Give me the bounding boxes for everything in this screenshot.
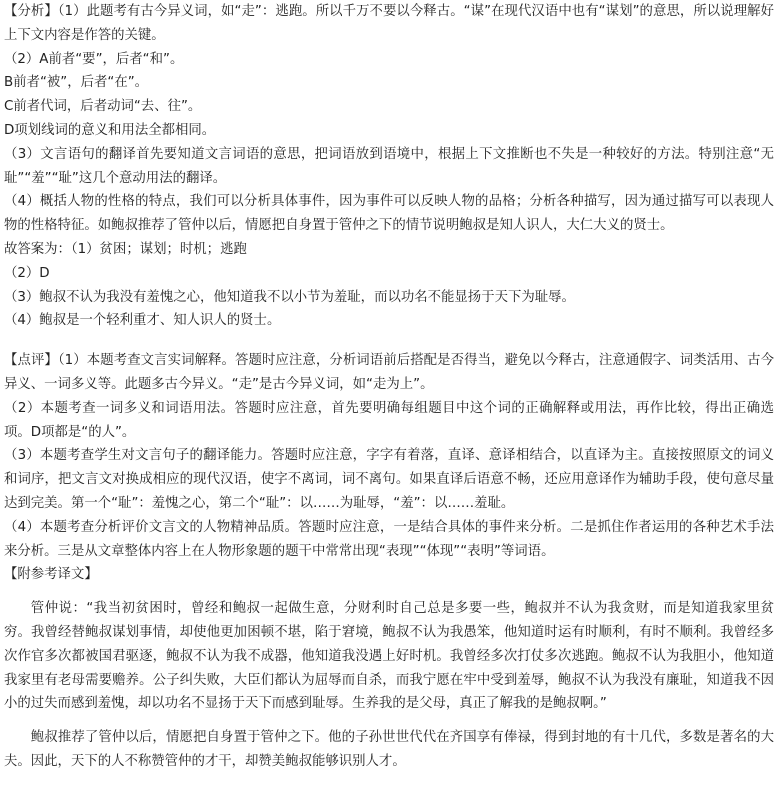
translation-section: [4, 563, 774, 773]
analysis-paragraph-3: （3）文言语句的翻译首先要知道文言词语的意思，把词语放到语境中，根据上下文推断也不失是一种较好的方法。特别注意“无耻”“羞”“耻”这几个意动用法的翻译。: [4, 146, 774, 186]
analysis-item-2d: D项划线词的意义和用法全都相同。: [4, 122, 216, 138]
answer-4: （4）鲍叔是一个轻利重才、知人识人的贤士。: [4, 313, 281, 329]
translation-spacer-2: [4, 716, 774, 726]
answer-3: （3）鲍叔不认为我没有羞愧之心，他知道我不以小节为羞耻，而以功名不能显扬于天下为耻辱。: [4, 289, 575, 305]
review-section: [4, 349, 774, 563]
analysis-item-2c: C前者代词，后者动词“去、往”。: [4, 99, 202, 115]
translation-paragraph-1: 管仲说：“我当初贫困时，曾经和鲍叔一起做生意，分财利时自己总是多要一些，鲍叔并不认为我贪财，而是知道我家里贫穷。我曾经替鲍叔谋划事情，却使他更加困顿不堪，陷于窘境，鲍叔不认为我愚笨，他知道时运有时顺利，有时不顺利。我曾经多次作官多次都被国君驱逐，鲍叔不认为我不成器，他知道我没遇上好时机。我曾经多次打仗多次逃跑。鲍叔不认为我胆小，他知道我家里有老母需要赡养。公子纠失败，大臣们都认为屈辱而自杀，而我宁愿在牢中受到羞辱，鲍叔不认为我没有廉耻，知道我不因小的过失而感到羞愧，却以功名不显扬于天下而感到耻辱。生养我的是父母，真正了解我的是鲍叔啊。”: [4, 601, 774, 712]
translation-paragraph-2: 鲍叔推荐了管仲以后，情愿把自身置于管仲之下。他的子孙世世代代在齐国享有俸禄，得到封地的有十几代，多数是著名的大夫。因此，天下的人不称赞管仲的才干，却赞美鲍叔能够识别人才。: [4, 730, 774, 769]
translation-spacer: [4, 587, 774, 597]
section-spacer: [4, 333, 774, 349]
review-paragraph-2: （2）本题考查一词多义和词语用法。答题时应注意，首先要明确每组题目中这个词的正确解释或用法，再作比较，得出正确选项。D项都是“的人”。: [4, 400, 774, 440]
review-paragraph-4: （4）本题考查分析评价文言文的人物精神品质。答题时应注意，一是结合具体的事件来分析。二是抓住作者运用的各种艺术手法来分析。三是从文章整体内容上在人物形象题的题干中常常出现“表现”“体现”“表明”等词语。: [4, 519, 774, 559]
analysis-item-2a: （2）A前者“要”，后者“和”。: [4, 51, 184, 67]
analysis-paragraph-4: （4）概括人物的性格的特点，我们可以分析具体事件，因为事件可以反映人物的品格；分析各种描写，因为通过描写可以表现人物的性格特征。如鲍叔推荐了管仲以后，情愿把自身置于管仲之下的情节说明鲍叔是知人识人，大仁大义的贤士。: [4, 194, 774, 234]
analysis-section: [4, 0, 774, 333]
answer-2: （2）D: [4, 265, 50, 281]
translation-heading: 【附参考译文】: [4, 567, 98, 583]
analysis-paragraph-1: 【分析】（1）此题考有古今异义词，如“走”：逃跑。所以千万不要以今释古。“谋”在现代汉语中也有“谋划”的意思，所以说理解好上下文内容是作答的关键。: [4, 4, 774, 43]
answer-intro: 故答案为：（1）贫困；谋划；时机；逃跑: [4, 241, 247, 257]
review-paragraph-3: （3）本题考查学生对文言句子的翻译能力。答题时应注意，字字有着落，直译、意译相结合，以直译为主。直接按照原文的词义和词序，把文言文对换成相应的现代汉语，使字不离词，词不离句。如果直译后语意不畅，还应用意译作为辅助手段，使句意尽量达到完美。第一个“耻”：羞愧之心，第二个“耻”：以……为耻辱，“羞”：以……羞耻。: [4, 448, 774, 511]
review-paragraph-1: 【点评】（1）本题考查文言实词解释。答题时应注意，分析词语前后搭配是否得当，避免以今释古，注意通假字、词类活用、古今异义、一词多义等。此题多古今异义。“走”是古今异义词，如“走为上”。: [4, 353, 774, 392]
analysis-item-2b: B前者“被”，后者“在”。: [4, 75, 149, 91]
